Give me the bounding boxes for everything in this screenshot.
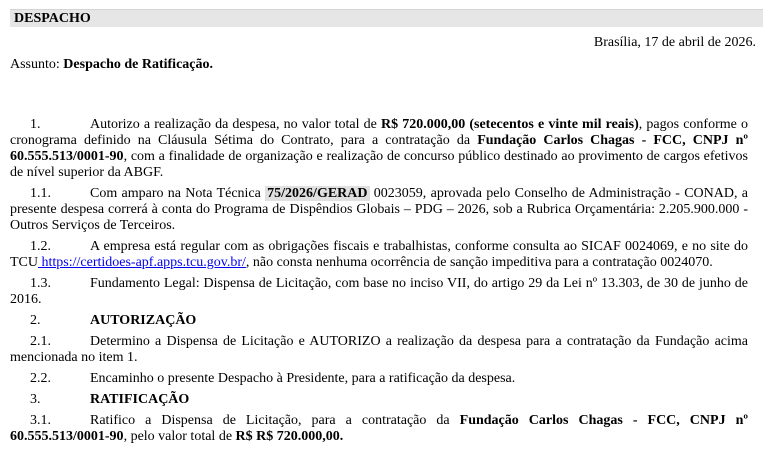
paragraph-3-1 (10, 413, 748, 445)
paragraph-2-2 (10, 371, 748, 387)
paragraph-1-1 (10, 186, 748, 234)
date-line: Brasília, 17 de abril de 2026. (593, 35, 756, 50)
text-run: Fundação Carlos Chagas - FCC, CNPJ nº 60.555.513/0001-90 (10, 413, 749, 444)
tcu-certificates-link[interactable]: https://certidoes-apf.apps.tcu.gov.br/ (38, 255, 246, 270)
paragraph-number: 2. (30, 313, 41, 328)
text-run: Encaminho o presente Despacho à Presidente, para a ratificação da despesa. (90, 371, 516, 386)
text-run: Ratifico a Dispensa de Licitação, para a contratação da (90, 413, 460, 428)
text-run: Fundamento Legal: Dispensa de Licitação, com base no inciso VII, do artigo 29 da Lei nº 13.303, de 30 de junho de 2016. (10, 276, 748, 307)
document-content (0, 9, 774, 445)
document-header-bar (10, 9, 763, 27)
paragraph-1-2 (10, 239, 748, 271)
paragraph-2 (10, 313, 748, 329)
subject-value: Despacho de Ratificação. (63, 57, 213, 72)
text-run: Autorizo a realização da despesa, no valor total de (90, 117, 381, 132)
text-run: R$ 720.000,00 (setecentos e vinte mil reais) (380, 117, 639, 132)
paragraph-number: 3.1. (30, 413, 51, 428)
text-run: RATIFICAÇÃO (90, 392, 190, 407)
paragraph-number: 1.1. (30, 186, 51, 201)
text-run: , não consta nenhuma ocorrência de sanção impeditiva para a contratação 0024070. (245, 255, 713, 270)
document-body (10, 117, 748, 445)
paragraph-number: 1.3. (30, 276, 51, 291)
text-run: , pelo valor total de (123, 429, 236, 444)
document-title: DESPACHO (14, 11, 91, 26)
paragraph-number: 3. (30, 392, 41, 407)
text-run: Determino a Dispensa de Licitação e AUTORIZO a realização da despesa para a contratação da Fundação acima mencionada no item 1. (10, 334, 748, 365)
text-run: Fundação Carlos Chagas - FCC, CNPJ nº 60.555.513/0001-90 (10, 133, 749, 164)
subject-label: Assunto: (10, 57, 60, 72)
paragraph-number: 1. (30, 117, 41, 132)
paragraph-number: 1.2. (30, 239, 51, 254)
text-run: R$ R$ 720.000,00. (235, 429, 344, 444)
text-run: , com a finalidade de organização e realização de concurso público destinado ao provimento de cargos efetivos de nível superior da ABGF. (10, 149, 748, 180)
text-run: Com amparo na Nota Técnica (90, 186, 266, 201)
paragraph-3 (10, 392, 748, 408)
paragraph-2-1 (10, 334, 748, 366)
text-run: A empresa está regular com as obrigações fiscais e trabalhistas, conforme consulta ao SICAF 0024069, e no site do TCU (10, 239, 748, 270)
text-run: AUTORIZAÇÃO (90, 313, 197, 328)
text-run: 0023059, aprovada pelo Conselho de Administração - CONAD, a presente despesa correrá à conta do Programa de Dispêndios Globais – PDG – 2026, sob a Rubrica Orçamentária: 2.205.900.000 - Outros Serviços de Terceiros. (10, 186, 748, 233)
paragraph-1 (10, 117, 748, 181)
nota-tecnica-reference-highlight: 75/2026/GERAD (267, 186, 368, 201)
text-run: , pagos conforme o cronograma definido na Cláusula Sétima do Contrato, para a contratação da (10, 117, 748, 148)
subject-line (10, 57, 748, 73)
paragraph-1-3 (10, 276, 748, 308)
paragraph-number: 2.2. (30, 371, 51, 386)
paragraph-number: 2.1. (30, 334, 51, 349)
